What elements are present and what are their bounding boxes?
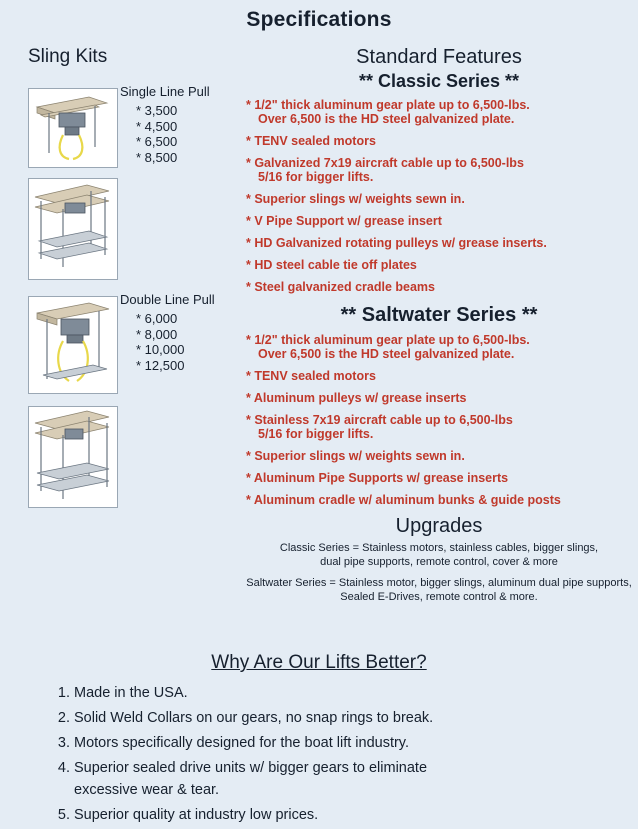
feature-main: * Aluminum pulleys w/ grease inserts — [246, 391, 467, 405]
feature-main: * 1/2" thick aluminum gear plate up to 6,500-lbs. — [246, 333, 530, 347]
feature-item — [240, 192, 638, 206]
feature-item — [240, 369, 638, 383]
list-item-main: Solid Weld Collars on our gears, no snap rings to break. — [74, 710, 434, 726]
upgrade-line: Sealed E-Drives, remote control & more. — [340, 590, 538, 603]
feature-sub: 5/16 for bigger lifts. — [258, 427, 374, 441]
why-better-list — [0, 682, 638, 826]
list-item — [74, 682, 598, 704]
feature-main: * Aluminum cradle w/ aluminum bunks & guide posts — [246, 493, 561, 507]
kit-value: * 8,000 — [136, 326, 178, 342]
double-line-pull-label: Double Line Pull — [120, 292, 215, 307]
feature-item — [240, 98, 638, 126]
feature-item — [240, 471, 638, 485]
feature-main: * Superior slings w/ weights sewn in. — [246, 449, 465, 463]
upgrades-heading: Upgrades — [395, 515, 483, 537]
upgrade-line: dual pipe supports, remote control, cover & more — [320, 555, 558, 568]
why-better-heading: Why Are Our Lifts Better? — [211, 652, 427, 673]
single-line-pull-illustration-1 — [28, 88, 118, 168]
classic-series-heading: ** Classic Series ** — [358, 71, 520, 91]
page-title: Specifications — [246, 8, 392, 31]
feature-main: * Stainless 7x19 aircraft cable up to 6,500-lbs — [246, 413, 513, 427]
kit-value: * 6,500 — [136, 134, 178, 149]
kit-value: * 4,500 — [136, 118, 178, 134]
feature-item — [240, 236, 638, 250]
feature-main: * V Pipe Support w/ grease insert — [246, 214, 442, 228]
feature-sub: Over 6,500 is the HD steel galvanized plate. — [258, 112, 515, 126]
feature-item — [240, 156, 638, 184]
feature-main: * Aluminum Pipe Supports w/ grease inserts — [246, 471, 509, 485]
double-line-pull-illustration-2 — [28, 406, 118, 508]
double-line-pull-illustration-1 — [28, 296, 118, 394]
standard-features-heading: Standard Features — [356, 46, 522, 68]
upgrade-block — [240, 577, 638, 604]
saltwater-series-heading: ** Saltwater Series ** — [340, 304, 538, 326]
kit-value: * 3,500 — [136, 103, 178, 118]
single-line-pull-values — [120, 103, 210, 165]
feature-item — [240, 391, 638, 405]
list-item — [74, 804, 598, 826]
feature-sub: Over 6,500 is the HD steel galvanized plate. — [258, 347, 515, 361]
kit-value: * 6,000 — [136, 311, 178, 326]
feature-main: * Steel galvanized cradle beams — [246, 280, 435, 294]
feature-main: * TENV sealed motors — [246, 369, 376, 383]
list-item-main: Superior quality at industry low prices. — [74, 807, 319, 823]
upgrade-line: Saltwater Series = Stainless motor, bigger slings, aluminum dual pipe supports, — [246, 577, 632, 589]
list-item-main: Made in the USA. — [74, 685, 188, 701]
why-better-section — [0, 652, 638, 829]
upgrade-line: Classic Series = Stainless motors, stainless cables, bigger slings, — [279, 542, 599, 554]
feature-item — [240, 134, 638, 148]
feature-main: * HD steel cable tie off plates — [246, 258, 417, 272]
upgrade-block — [240, 542, 638, 569]
feature-item — [240, 258, 638, 272]
feature-item — [240, 449, 638, 463]
feature-item — [240, 333, 638, 361]
list-item — [74, 757, 598, 801]
feature-main: * Superior slings w/ weights sewn in. — [246, 192, 465, 206]
feature-main: * 1/2" thick aluminum gear plate up to 6,500-lbs. — [246, 98, 530, 112]
list-item-main: Superior sealed drive units w/ bigger gears to eliminate — [74, 760, 428, 776]
feature-main: * Galvanized 7x19 aircraft cable up to 6,500-lbs — [246, 156, 524, 170]
single-line-pull-label: Single Line Pull — [120, 84, 210, 99]
list-item-continuation: excessive wear & tear. — [74, 782, 220, 798]
list-item — [74, 732, 598, 754]
kit-value: * 12,500 — [136, 357, 185, 373]
sling-kits-heading: Sling Kits — [28, 46, 108, 67]
feature-item — [240, 280, 638, 294]
list-item-main: Motors specifically designed for the boat lift industry. — [74, 735, 410, 751]
single-line-pull-illustration-2 — [28, 178, 118, 280]
feature-item — [240, 413, 638, 441]
list-item — [74, 707, 598, 729]
kit-value: * 8,500 — [136, 149, 178, 165]
feature-item — [240, 493, 638, 507]
feature-main: * HD Galvanized rotating pulleys w/ grease inserts. — [246, 236, 547, 250]
feature-item — [240, 214, 638, 228]
kit-value: * 10,000 — [136, 342, 185, 357]
double-line-pull-values — [120, 311, 215, 373]
feature-sub: 5/16 for bigger lifts. — [258, 170, 374, 184]
feature-main: * TENV sealed motors — [246, 134, 376, 148]
standard-features-section — [240, 46, 638, 612]
